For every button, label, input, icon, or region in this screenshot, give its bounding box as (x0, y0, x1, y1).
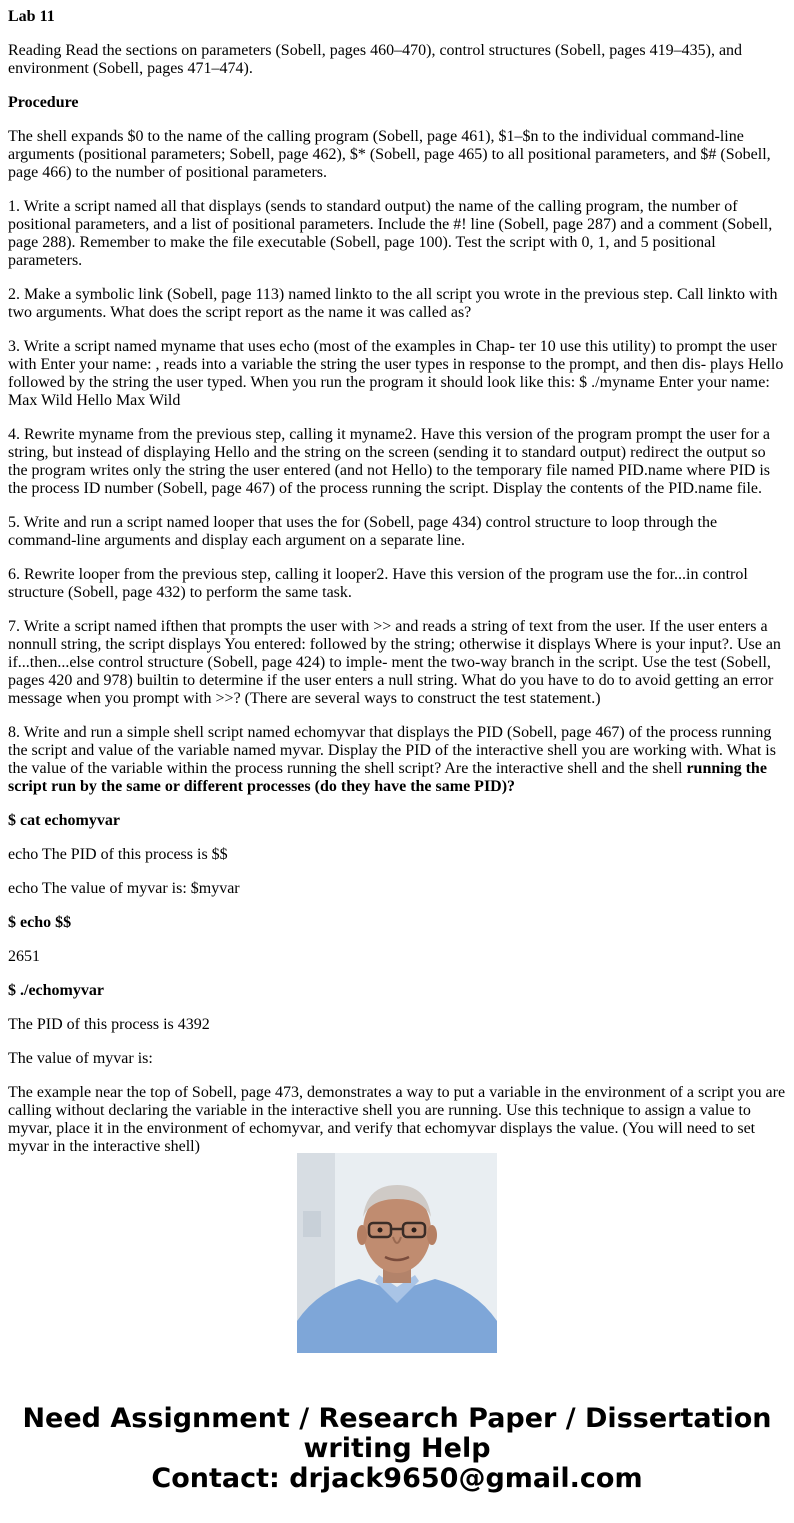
listing-run-command: $ ./echomyvar (8, 982, 104, 999)
step-8 (8, 724, 786, 796)
procedure-heading: Procedure (8, 94, 79, 111)
listing-line-pid: echo The PID of this process is $$ (8, 846, 228, 863)
portrait-icon (297, 1153, 497, 1353)
step-1: 1. Write a script named all that displays (sends to standard output) the name of the calling program, the number of positional parameters, and a list of positional parameters. Include the #! line (Sobell, page 287) and a comment (Sobell, page 288). Remember to make the file executable (Sobell, page 100). Test the script with 0, 1, and 5 positional parameters. (8, 198, 773, 269)
lab-title: Lab 11 (8, 8, 55, 25)
step-2: 2. Make a symbolic link (Sobell, page 113) named linkto to the all script you wrote in the previous step. Call linkto with two arguments. What does the script report as the name it was called as? (8, 286, 778, 321)
closing-paragraph: The example near the top of Sobell, page 473, demonstrates a way to put a variable in the environment of a script you are calling without declaring the variable in the interactive shell you are running. Use this technique to assign a value to myvar, place it in the environment of echomyvar, and verify that echomyvar displays the value. (You will need to set myvar in the interactive shell) (8, 1084, 786, 1155)
promo-line-2: writing Help (303, 1433, 491, 1464)
listing-echo-output: 2651 (8, 948, 40, 965)
reading-paragraph: Reading Read the sections on parameters (Sobell, pages 460–470), control structures (Sobell, pages 419–435), and environment (Sobell, pages 471–474). (8, 42, 743, 77)
step-6: 6. Rewrite looper from the previous step, calling it looper2. Have this version of the program use the for...in control structure (Sobell, page 432) to perform the same task. (8, 566, 748, 601)
promo-line-1: Need Assignment / Research Paper / Dissertation (22, 1403, 772, 1434)
intro-paragraph: The shell expands $0 to the name of the calling program (Sobell, page 461), $1–$n to the individual command-line arguments (positional parameters; Sobell, page 462), $* (Sobell, page 465) to all positional parameters, and $# (Sobell, page 466) to the number of positional parameters. (8, 128, 771, 181)
step-5: 5. Write and run a script named looper that uses the for (Sobell, page 434) control structure to loop through the command-line arguments and display each argument on a separate line. (8, 514, 718, 549)
step-8-bold-text: running the script run by the same or different processes (do they have the same PID)? (8, 760, 767, 795)
step-4: 4. Rewrite myname from the previous step, calling it myname2. Have this version of the program prompt the user for a string, but instead of displaying Hello and the string on the screen (sending it to standard output) redirect the output so the program writes only the string the user entered (and not Hello) to the temporary file named PID.name where PID is the process ID number (Sobell, page 467) of the process running the script. Display the contents of the PID.name file. (8, 426, 771, 497)
step-8-text: 8. Write and run a simple shell script named echomyvar that displays the PID (Sobell, page 467) of the process running the script and value of the variable named myvar. Display the PID of the interactive shell you are working with. What is the value of the variable within the process running the shell script? Are the interactive shell and the shell (8, 724, 776, 777)
document-body (8, 8, 786, 1155)
promo-contact-line: Contact: drjack9650@gmail.com (151, 1463, 643, 1494)
step-3: 3. Write a script named myname that uses echo (most of the examples in Chap- ter 10 use this utility) to prompt the user with Enter your name: , reads into a variable the string the user types in response to the prompt, and then dis- plays Hello followed by the string the user typed. When you run the program it should look like this: $ ./myname Enter your name: Max Wild Hello Max Wild (8, 338, 784, 409)
author-avatar (297, 1153, 497, 1353)
listing-run-output-pid: The PID of this process is 4392 (8, 1016, 210, 1033)
promo-banner (0, 1404, 794, 1494)
listing-cat-command: $ cat echomyvar (8, 812, 120, 829)
listing-echo-command: $ echo $$ (8, 914, 72, 931)
listing-run-output-myvar: The value of myvar is: (8, 1050, 153, 1067)
listing-line-myvar: echo The value of myvar is: $myvar (8, 880, 240, 897)
step-7: 7. Write a script named ifthen that prompts the user with >> and reads a string of text from the user. If the user enters a nonnull string, the script displays You entered: followed by the string; otherwise it displays Where is your input?. Use an if...then...else control structure (Sobell, page 424) to imple- ment the two-way branch in the script. Use the test (Sobell, pages 420 and 978) builtin to determine if the user enters a null string. What do you have to do to avoid getting an error message when you prompt with >>? (There are several ways to construct the test statement.) (8, 618, 781, 707)
